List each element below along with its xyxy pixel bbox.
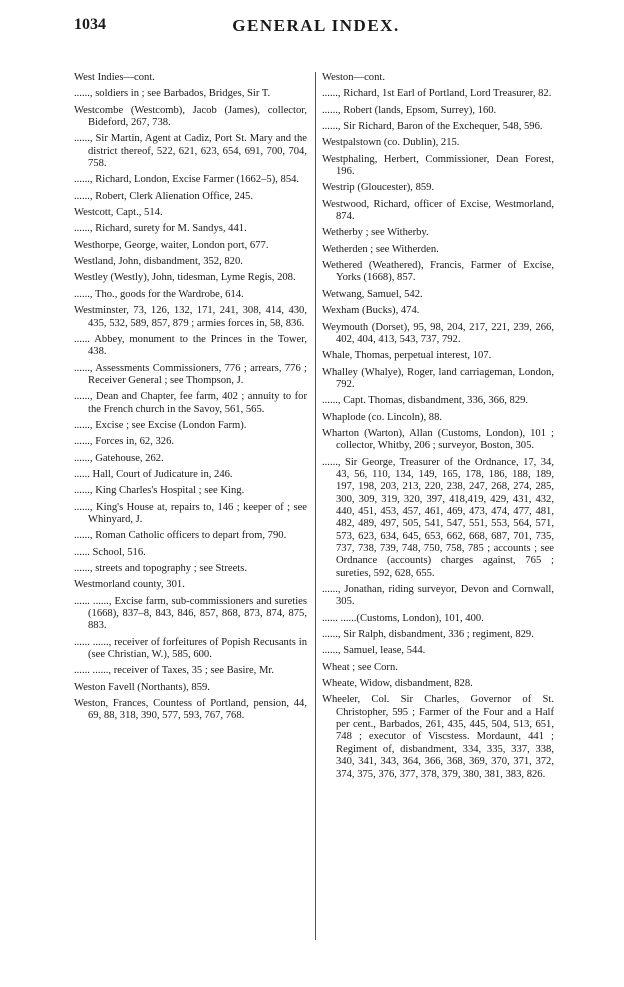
index-entry: ......, Capt. Thomas, disbandment, 336, 366, 829. <box>322 395 529 407</box>
index-entry: Whale, Thomas, perpetual interest, 107. <box>322 350 492 362</box>
index-entry: ......, Richard, 1st Earl of Portland, Lord Treasurer, 82. <box>322 88 552 100</box>
index-entry: ......, Sir Richard, Baron of the Exchequer, 548, 596. <box>322 121 543 133</box>
index-entry: Westcombe (Westcomb), Jacob (James), collector, Bideford, 267, 738. <box>74 104 307 129</box>
running-head: GENERAL INDEX. <box>232 16 400 35</box>
index-entry: ......, Sir George, Treasurer of the Ordnance, 17, 34, 43, 56, 110, 134, 149, 165, 178, 186, 188, 189, 197, 198, 203, 213, 220, 238, 247, 268, 274, 285, 300, 309, 319, 320, 397, 418,419, 429, 431, 432, 440, 451, 453, 457, 461, 469, 473, 474, 477, 481, 482, 489, 497, 505, 541, 547, 551, 553, 564, 571, 573, 623, 634, 645, 653, 662, 668, 687, 701, 735, 737, 738, 739, 748, 750, 758, 785 ; accounts ; see Ordnance (accounts) charges against, 765 ; sureties, 592, 628, 655. <box>322 456 554 579</box>
index-entry: Westrip (Gloucester), 859. <box>322 182 435 194</box>
index-entry: ...... School, 516. <box>74 546 146 558</box>
index-entry: Westcott, Capt., 514. <box>74 207 163 219</box>
index-entry: Wetherby ; see Witherby. <box>322 227 429 239</box>
column-divider <box>315 72 316 940</box>
page-number: 1034 <box>74 16 106 33</box>
index-entry: Westphaling, Herbert, Commissioner, Dean Forest, 196. <box>322 153 554 178</box>
index-entry: Westley (Westly), John, tidesman, Lyme Regis, 208. <box>74 272 296 284</box>
index-entry: Wheeler, Col. Sir Charles, Governor of St. Christopher, 595 ; Farmer of the Four and a Half per cent., Barbados, 261, 435, 445, 504, 513, 651, 748 ; executor of Viscstess. Mordaunt, 441 ; Regiment of, disbandment, 334, 335, 337, 338, 340, 341, 343, 364, 366, 368, 369, 370, 371, 372, 374, 375, 376, 377, 378, 379, 380, 381, 383, 826. <box>322 694 554 780</box>
index-entry: Wethered (Weathered), Francis, Farmer of Excise, Yorks (1668), 857. <box>322 260 554 284</box>
index-entry: ......, Robert (lands, Epsom, Surrey), 160. <box>322 104 497 116</box>
index-entry: Weston—cont. <box>322 72 385 83</box>
right-column <box>322 72 554 785</box>
index-entry: ......, streets and topography ; see Streets. <box>74 563 247 574</box>
index-entry: ......, Sir Martin, Agent at Cadiz, Port St. Mary and the district thereof, 522, 621, 623, 654, 691, 700, 704, 758. <box>74 133 307 170</box>
index-entry: Wheat ; see Corn. <box>322 661 398 673</box>
index-entry: ......, Forces in, 62, 326. <box>74 436 175 448</box>
index-entry: ......, soldiers in ; see Barbados, Bridges, Sir T. <box>74 88 271 100</box>
index-entry: ......, Tho., goods for the Wardrobe, 614. <box>74 288 244 300</box>
index-entry: Westminster, 73, 126, 132, 171, 241, 308, 414, 430, 435, 532, 589, 857, 879 ; armies forces in, 58, 836. <box>74 305 307 329</box>
index-entry: ......, Robert, Clerk Alienation Office, 245. <box>74 190 253 202</box>
index-entry: ......, Richard, London, Excise Farmer (1662–5), 854. <box>74 174 300 186</box>
index-entry: Westland, John, disbandment, 352, 820. <box>74 256 243 268</box>
index-entry: ......, King's House at, repairs to, 146 ; keeper of ; see Whinyard, J. <box>74 501 307 525</box>
index-entry: Whalley (Whalye), Roger, land carriageman, London, 792. <box>322 366 554 390</box>
index-entry: ......, Excise ; see Excise (London Farm). <box>74 419 247 431</box>
index-entry: ...... ......(Customs, London), 101, 400. <box>322 612 484 624</box>
index-entry: ......, King Charles's Hospital ; see King. <box>74 485 245 497</box>
index-entry: Wharton (Warton), Allan (Customs, London), 101 ; collector, Whitby, 206 ; surveyor, Boston, 305. <box>322 427 554 452</box>
index-entry: Wetherden ; see Witherden. <box>322 243 439 255</box>
index-entry: Weston, Frances, Countess of Portland, pension, 44, 69, 88, 318, 390, 577, 593, 767, 768. <box>74 698 307 722</box>
page-header <box>74 16 558 40</box>
index-entry: ......, Samuel, lease, 544. <box>322 645 426 657</box>
index-entry: ......, Roman Catholic officers to depart from, 790. <box>74 530 287 542</box>
index-entry: ...... ......, receiver of Taxes, 35 ; see Basire, Mr. <box>74 665 274 677</box>
index-entry: West Indies—cont. <box>74 72 155 83</box>
index-entry: ...... Abbey, monument to the Princes in the Tower, 438. <box>74 333 307 358</box>
index-entry: ......, Sir Ralph, disbandment, 336 ; regiment, 829. <box>322 629 534 641</box>
index-entry: ...... ......, Excise farm, sub-commissioners and sureties (1668), 837–8, 843, 846, 857, 868, 873, 874, 875, 883. <box>74 595 307 632</box>
index-entry: Weymouth (Dorset), 95, 98, 204, 217, 221, 239, 266, 402, 404, 413, 543, 737, 792. <box>322 321 554 345</box>
index-entry: Weston Favell (Northants), 859. <box>74 681 210 693</box>
index-entry: ......, Assessments Commissioners, 776 ; arrears, 776 ; Receiver General ; see Thompson, J. <box>74 362 307 386</box>
index-entry: ......, Jonathan, riding surveyor, Devon and Cornwall, 305. <box>322 584 554 608</box>
index-entry: ...... ......, receiver of forfeitures of Popish Recusants in (see Christian, W.), 585, 600. <box>74 636 307 661</box>
left-column <box>74 72 307 727</box>
index-entry: Whaplode (co. Lincoln), 88. <box>322 411 443 423</box>
index-entry: Wheate, Widow, disbandment, 828. <box>322 678 473 690</box>
index-entry: Westpalstown (co. Dublin), 215. <box>322 137 460 149</box>
index-entry: Wexham (Bucks), 474. <box>322 305 420 317</box>
index-entry: Westwood, Richard, officer of Excise, Westmorland, 874. <box>322 198 554 223</box>
index-entry: ......, Dean and Chapter, fee farm, 402 ; annuity to for the French church in the Savoy, 561, 565. <box>74 391 307 415</box>
index-entry: ......, Gatehouse, 262. <box>74 452 164 464</box>
index-entry: Westmorland county, 301. <box>74 579 185 591</box>
index-entry: ......, Richard, surety for M. Sandys, 441. <box>74 223 247 235</box>
index-entry: ...... Hall, Court of Judicature in, 246. <box>74 468 233 480</box>
index-entry: Westhorpe, George, waiter, London port, 677. <box>74 239 269 251</box>
index-entry: Wetwang, Samuel, 542. <box>322 288 423 300</box>
